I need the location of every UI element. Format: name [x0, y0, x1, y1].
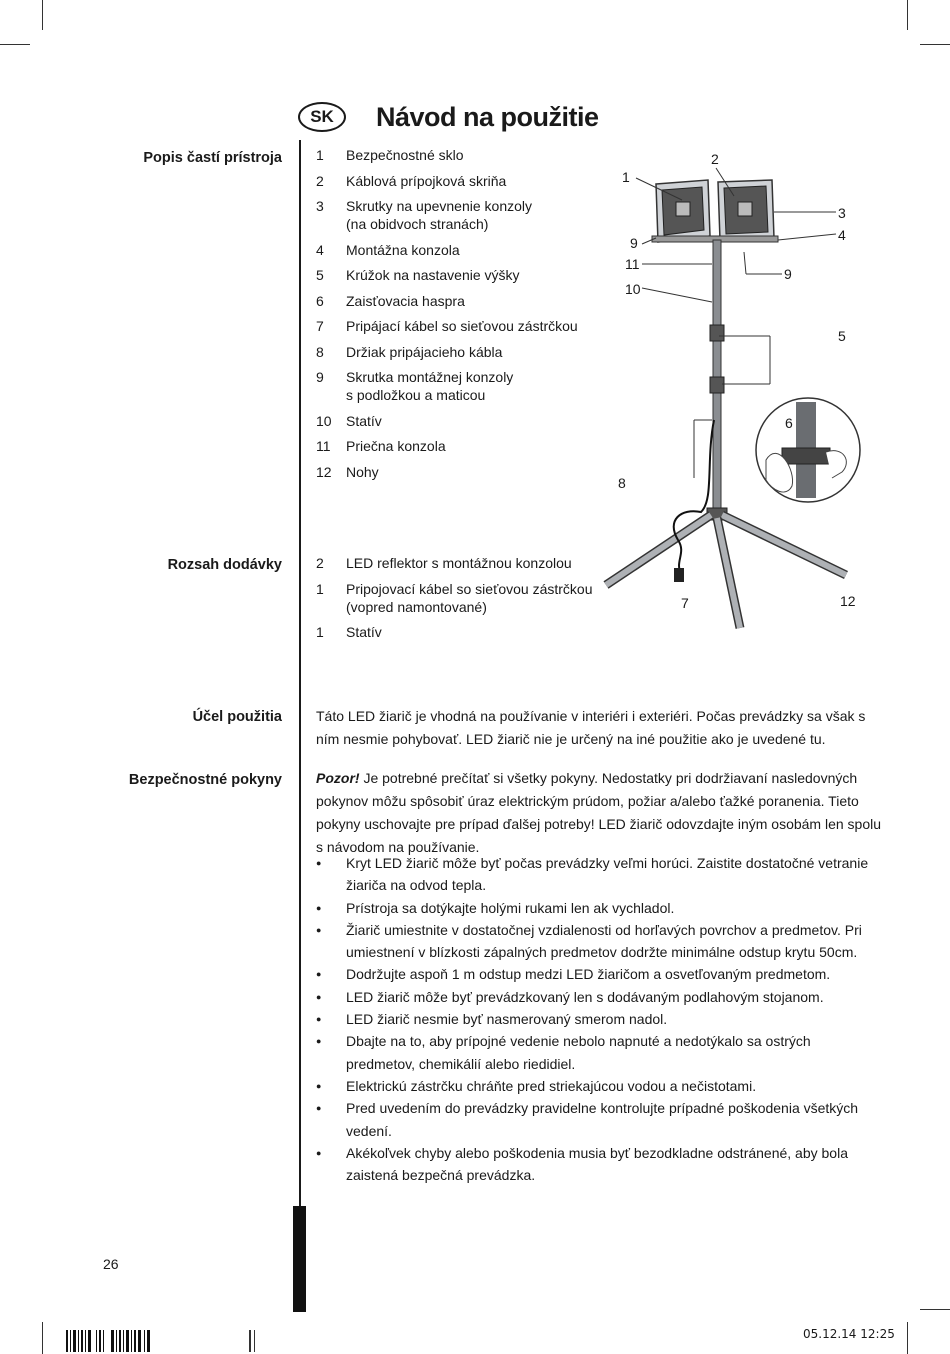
safety-heading: Bezpečnostné pokyny — [128, 772, 282, 788]
list-item: ● Prístroja sa dotýkajte holými rukami len ak vychladol. — [316, 897, 882, 919]
list-item: 4 Montážna konzola — [316, 241, 460, 258]
list-item: 11 Priečna konzola — [316, 438, 446, 454]
page-title: Návod na použitie — [376, 102, 599, 132]
list-item: ● Dodržujte aspoň 1 m odstup medzi LED žiaričom a osvetľovaným predmetom. — [316, 963, 882, 985]
crop-mark — [0, 44, 30, 45]
crop-mark — [920, 1309, 950, 1310]
crop-mark — [920, 44, 950, 45]
list-item: 6 Zaisťovacia haspra — [316, 292, 465, 309]
crop-mark — [42, 0, 43, 30]
figure-label: 7 — [681, 595, 689, 611]
latch-detail-inset — [756, 398, 860, 502]
barcode — [66, 1330, 156, 1352]
list-item: ● Kryt LED žiarič môže byť počas prevádzky veľmi horúci. Zaistite dostatočné vetranie žiariča na odvod tepla. — [316, 852, 882, 897]
safety-intro-text: Je potrebné prečítať si všetky pokyny. Nedostatky pri dodržiavaní nasledovných pokynov môžu spôsobiť úraz elektrickým prúdom, požiar a/alebo ťažké poranenia. Tieto pokyny uschovajte pre prípad ďalšej potreby! LED žiarič odovzdajte iným osobám len spolu s návodom na používanie. — [316, 770, 882, 855]
height-ring — [710, 377, 724, 393]
lamp-head-left — [656, 180, 710, 242]
purpose-heading: Účel použitia — [192, 709, 282, 725]
list-item: 10 Statív — [316, 412, 382, 429]
list-item: 9 Skrutka montážnej konzoly s podložkou a maticou — [316, 369, 514, 403]
list-item: 8 Držiak pripájacieho kábla — [316, 343, 503, 360]
list-item: 5 Krúžok na nastavenie výšky — [316, 267, 520, 283]
list-item: ● Elektrickú zástrčku chráňte pred striekajúcou vodou a nečistotami. — [316, 1075, 882, 1097]
figure-label: 5 — [838, 328, 846, 344]
list-item: ● Pred uvedením do prevádzky pravidelne kontrolujte prípadné poškodenia všetkých vedení. — [316, 1097, 882, 1142]
parts-heading: Popis častí prístroja — [143, 150, 282, 166]
figure-label: 9 — [630, 235, 638, 251]
figure-label: 8 — [618, 475, 626, 491]
crop-mark — [907, 0, 908, 30]
plug — [674, 568, 684, 582]
height-ring — [710, 325, 724, 341]
figure-label: 9 — [784, 266, 792, 282]
figure-label: 2 — [711, 151, 719, 167]
list-item: 1 Statív — [316, 624, 382, 640]
list-item: 3 Skrutky na upevnenie konzoly (na obidvoch stranách) — [316, 198, 532, 232]
delivery-list — [316, 554, 592, 649]
column-divider — [299, 140, 301, 1210]
list-item: 1 Pripojovací kábel so sieťovou zástrčkou (vopred namontované) — [316, 580, 593, 615]
safety-bullets — [316, 852, 882, 1186]
language-badge: SK — [298, 102, 346, 132]
crop-mark — [42, 1322, 43, 1354]
figure-label: 4 — [838, 227, 846, 243]
list-item: 1 Bezpečnostné sklo — [316, 147, 464, 163]
tripod-pole — [713, 240, 721, 510]
safety-intro — [316, 767, 882, 859]
list-item: ● Žiarič umiestnite v dostatočnej vzdialenosti od horľavých povrchov a predmetov. Pri umiestnení v blízkosti zápalných predmetov dodržte minimálne odstup krytu 50cm. — [316, 919, 882, 964]
crop-mark — [254, 1330, 255, 1352]
delivery-heading: Rozsah dodávky — [167, 557, 282, 573]
list-item: ● Dbajte na to, aby prípojné vedenie nebolo napnuté a nedotýkalo sa ostrých predmetov, chemikálií alebo riedidiel. — [316, 1030, 882, 1075]
tripod-leg — [722, 515, 846, 575]
figure-label: 10 — [625, 281, 641, 297]
warning-label: Pozor! — [316, 770, 360, 786]
list-item: ● Akékoľvek chyby alebo poškodenia musia byť bezodkladne odstránené, aby bola zaistená bezpečná prevádzka. — [316, 1142, 882, 1187]
thumb-index-bar — [293, 1206, 306, 1312]
page-number: 26 — [103, 1256, 119, 1272]
list-item: 12 Nohy — [316, 463, 379, 480]
purpose-paragraph: Táto LED žiarič je vhodná na používanie v interiéri i exteriéri. Počas prevádzky sa však s ním nesmie pohybovať. LED žiarič nie je určený na iné použitie ako je uvedené tu. — [316, 708, 866, 747]
figure-label: 6 — [785, 415, 793, 431]
crop-mark — [249, 1330, 251, 1352]
tripod-leg — [717, 518, 740, 628]
lamp-head-right — [718, 180, 774, 240]
figure-label: 3 — [838, 205, 846, 221]
crop-mark — [907, 1322, 908, 1354]
figure-label: 1 — [622, 169, 630, 185]
list-item: 2 LED reflektor s montážnou konzolou — [316, 555, 572, 571]
print-timestamp: 05.12.14 12:25 — [803, 1327, 895, 1341]
list-item: 7 Pripájací kábel so sieťovou zástrčkou — [316, 318, 578, 334]
parts-list — [316, 146, 578, 488]
list-item: ● LED žiarič nesmie byť nasmerovaný smerom nadol. — [316, 1008, 882, 1030]
list-item: 2 Káblová prípojková skriňa — [316, 172, 507, 189]
figure-label: 11 — [625, 256, 640, 272]
tripod-leg — [606, 515, 711, 585]
floodlight-illustration — [596, 140, 876, 640]
figure-label: 12 — [840, 593, 856, 609]
list-item: ● LED žiarič môže byť prevádzkovaný len s dodávaným podlahovým stojanom. — [316, 986, 882, 1008]
